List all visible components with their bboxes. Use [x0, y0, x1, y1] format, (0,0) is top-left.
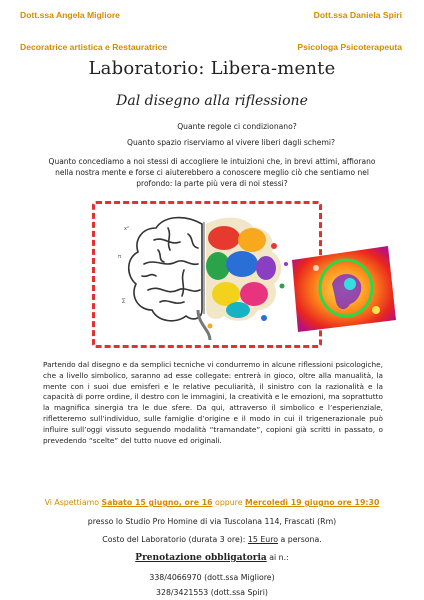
- description-paragraph: Partendo dal disegno e da semplici tecniche vi condurremo in alcune riflessioni psicologiche, che a livello simbolico, saranno ad esse collegate: entrerà in gioco, oltre alla manualità, la mente con i suoi due emisferi e le relative peculiarità, il sinistro con la razionalità e la capacità di porre ordine, il destro con le immagini, la creatività e le emozioni, ma soprattutto la magnifica sinergia tra le due sfere. Da qui, attraverso il simbolico e l’esperienziale, rifletteremo sull’individuo, sulle famiglie d’origine e il modo in cui il trigenerazionale può influire sull’oggi vissuto seguendo modalità “tramandate”, copioni già scritti in passato, o prevedendo “scelte” del tutto nuove ed originali.: [43, 360, 383, 445]
- location-prefix: presso lo: [87, 517, 123, 526]
- cost-suffix: a persona.: [280, 535, 322, 544]
- phone-migliore: 338/4066970 (dott.ssa Migliore): [149, 573, 275, 582]
- svg-text:π: π: [118, 254, 122, 260]
- page-title: Laboratorio: Libera-mente: [88, 58, 336, 79]
- event-prefix: Vi Aspettiamo: [44, 498, 99, 507]
- page-subtitle: Dal disegno alla riflessione: [116, 93, 308, 109]
- cost-amount: 15 Euro: [247, 535, 278, 544]
- svg-text:∑: ∑: [122, 298, 126, 304]
- cost-prefix: Costo del Laboratorio (durata 3 ore):: [102, 535, 246, 544]
- booking-line: [0, 553, 424, 563]
- event-location-line: [0, 517, 424, 526]
- booking-suffix: ai n.:: [269, 553, 289, 562]
- question-1: Quante regole ci condizionano?: [177, 122, 297, 131]
- organizer-right-role: Psicologa Psicoterapeuta: [297, 42, 402, 52]
- organizer-left-role: Decoratrice artistica e Restauratrice: [20, 42, 168, 52]
- organizer-left-name: Dott.ssa Angela Migliore: [20, 10, 120, 20]
- event-location: Studio Pro Homine di via Tuscolana 114, Frascati (Rm): [125, 517, 337, 526]
- event-date-1: Sabato 15 giugno, ore 16: [101, 498, 213, 507]
- brain-illustration: [114, 206, 294, 346]
- booking-label: Prenotazione obbligatoria: [135, 553, 267, 563]
- svg-text:x²: x²: [124, 226, 129, 232]
- event-connector: oppure: [215, 498, 243, 507]
- intro-paragraph: Quanto concediamo a noi stessi di accogliere le intuizioni che, in brevi attimi, affiorano nella nostra mente e forse ci aiuterebbero a conoscere meglio ciò che sentiamo nel profondo: la parte più vera di noi stessi?: [48, 157, 376, 188]
- question-2: Quanto spazio riserviamo al vivere liberi dagli schemi?: [126, 138, 335, 147]
- event-cost-line: [0, 535, 424, 544]
- phone-spiri: 328/3421553 (dott.ssa Spiri): [156, 588, 268, 597]
- event-date-2: Mercoledì 19 giugno ore 19:30: [244, 498, 380, 507]
- organizer-right-name: Dott.ssa Daniela Spiri: [313, 10, 402, 20]
- head-art-image: [288, 244, 400, 334]
- event-dates: [0, 498, 424, 507]
